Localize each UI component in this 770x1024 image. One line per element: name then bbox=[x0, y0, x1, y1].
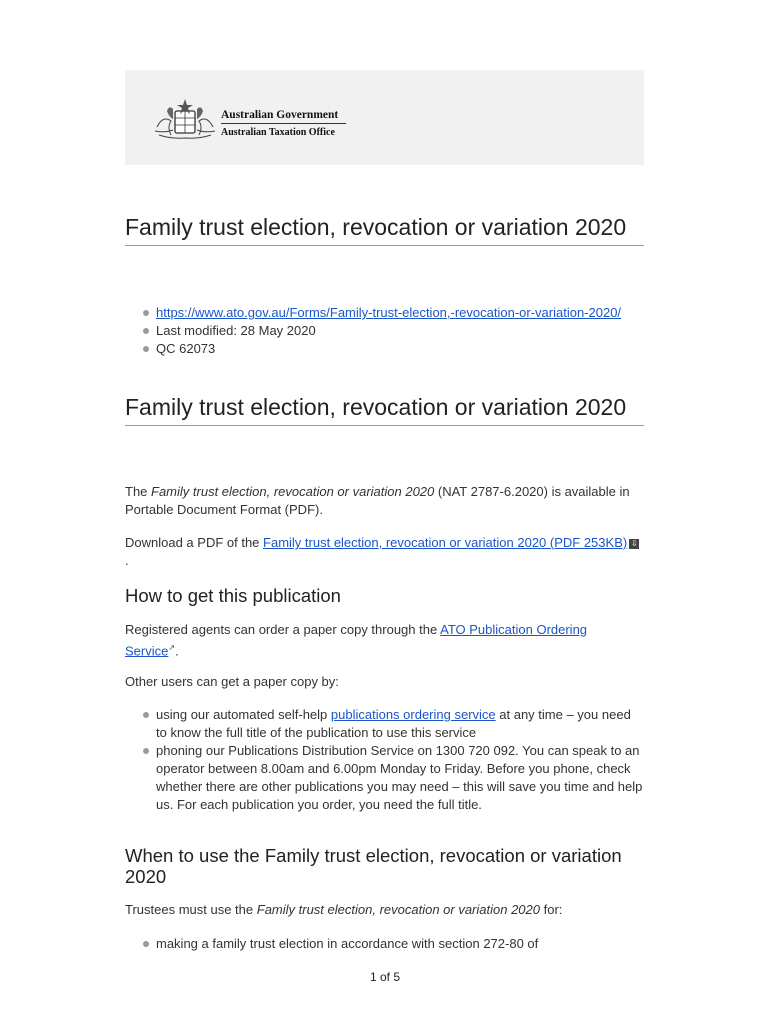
list-item bbox=[141, 706, 644, 742]
list-item bbox=[141, 304, 644, 322]
intro-title-italic: Family trust election, revocation or variation 2020 bbox=[151, 484, 435, 499]
coat-of-arms-icon bbox=[153, 97, 217, 141]
trustees-title-italic: Family trust election, revocation or variation 2020 bbox=[256, 902, 540, 917]
logo-divider bbox=[221, 123, 346, 124]
usage-list bbox=[141, 935, 644, 953]
agents-paragraph bbox=[125, 621, 644, 660]
logo-line-ato: Australian Taxation Office bbox=[221, 127, 335, 138]
logo-line-government: Australian Government bbox=[221, 109, 339, 121]
agents-text: Registered agents can order a paper copy through the bbox=[125, 622, 441, 637]
trustees-paragraph bbox=[125, 901, 644, 919]
intro-text: The bbox=[125, 484, 152, 499]
list-item: phoning our Publications Distribution Service on 1300 720 092. You can speak to an operator between 8.00am and 6.00pm Monday to Friday. Before you phone, check whether there are other publications you may need – this will save you time and help us. For each publication you order, you need the full title. bbox=[141, 742, 644, 814]
agency-logo-text bbox=[221, 108, 346, 139]
section-title: Family trust election, revocation or variation 2020 bbox=[125, 394, 644, 426]
external-link-icon: ↗ bbox=[168, 643, 176, 652]
download-pdf-link[interactable]: Family trust election, revocation or variation 2020 (PDF 253KB) bbox=[263, 535, 628, 550]
meta-list bbox=[141, 304, 644, 358]
heading-how-to-get: How to get this publication bbox=[125, 585, 341, 606]
item-text-rest: at any time – you need to know the full title of the publication to use this service bbox=[156, 707, 631, 740]
other-users-paragraph: Other users can get a paper copy by: bbox=[125, 674, 339, 689]
publications-ordering-service-link[interactable]: publications ordering service bbox=[330, 707, 496, 722]
item-text: using our automated self-help bbox=[156, 707, 331, 722]
ordering-options-list bbox=[141, 706, 644, 814]
page-url-link[interactable]: https://www.ato.gov.au/Forms/Family-trust-election,-revocation-or-variation-2020/ bbox=[156, 305, 622, 320]
ato-banner bbox=[125, 70, 644, 165]
agents-text-end: . bbox=[175, 643, 179, 659]
download-text-end: . bbox=[125, 553, 129, 568]
list-item: QC 62073 bbox=[141, 340, 644, 358]
list-item: Last modified: 28 May 2020 bbox=[141, 322, 644, 340]
intro-text-rest: (NAT 2787-6.2020) is available in Portable Document Format (PDF). bbox=[125, 484, 630, 517]
download-paragraph bbox=[125, 534, 644, 570]
heading-when-to-use: When to use the Family trust election, revocation or variation 2020 bbox=[125, 845, 622, 887]
intro-paragraph bbox=[125, 483, 644, 519]
page-title: Family trust election, revocation or variation 2020 bbox=[125, 214, 644, 246]
list-item: making a family trust election in accordance with section 272-80 of bbox=[141, 935, 644, 953]
page-number: 1 of 5 bbox=[369, 970, 401, 984]
ato-publication-ordering-link[interactable]: ATO Publication Ordering Service bbox=[125, 622, 588, 659]
trustees-text: Trustees must use the bbox=[125, 902, 257, 917]
download-icon: ⇩ bbox=[630, 538, 638, 548]
trustees-text-end: for: bbox=[540, 902, 563, 917]
download-text: Download a PDF of the bbox=[125, 535, 264, 550]
